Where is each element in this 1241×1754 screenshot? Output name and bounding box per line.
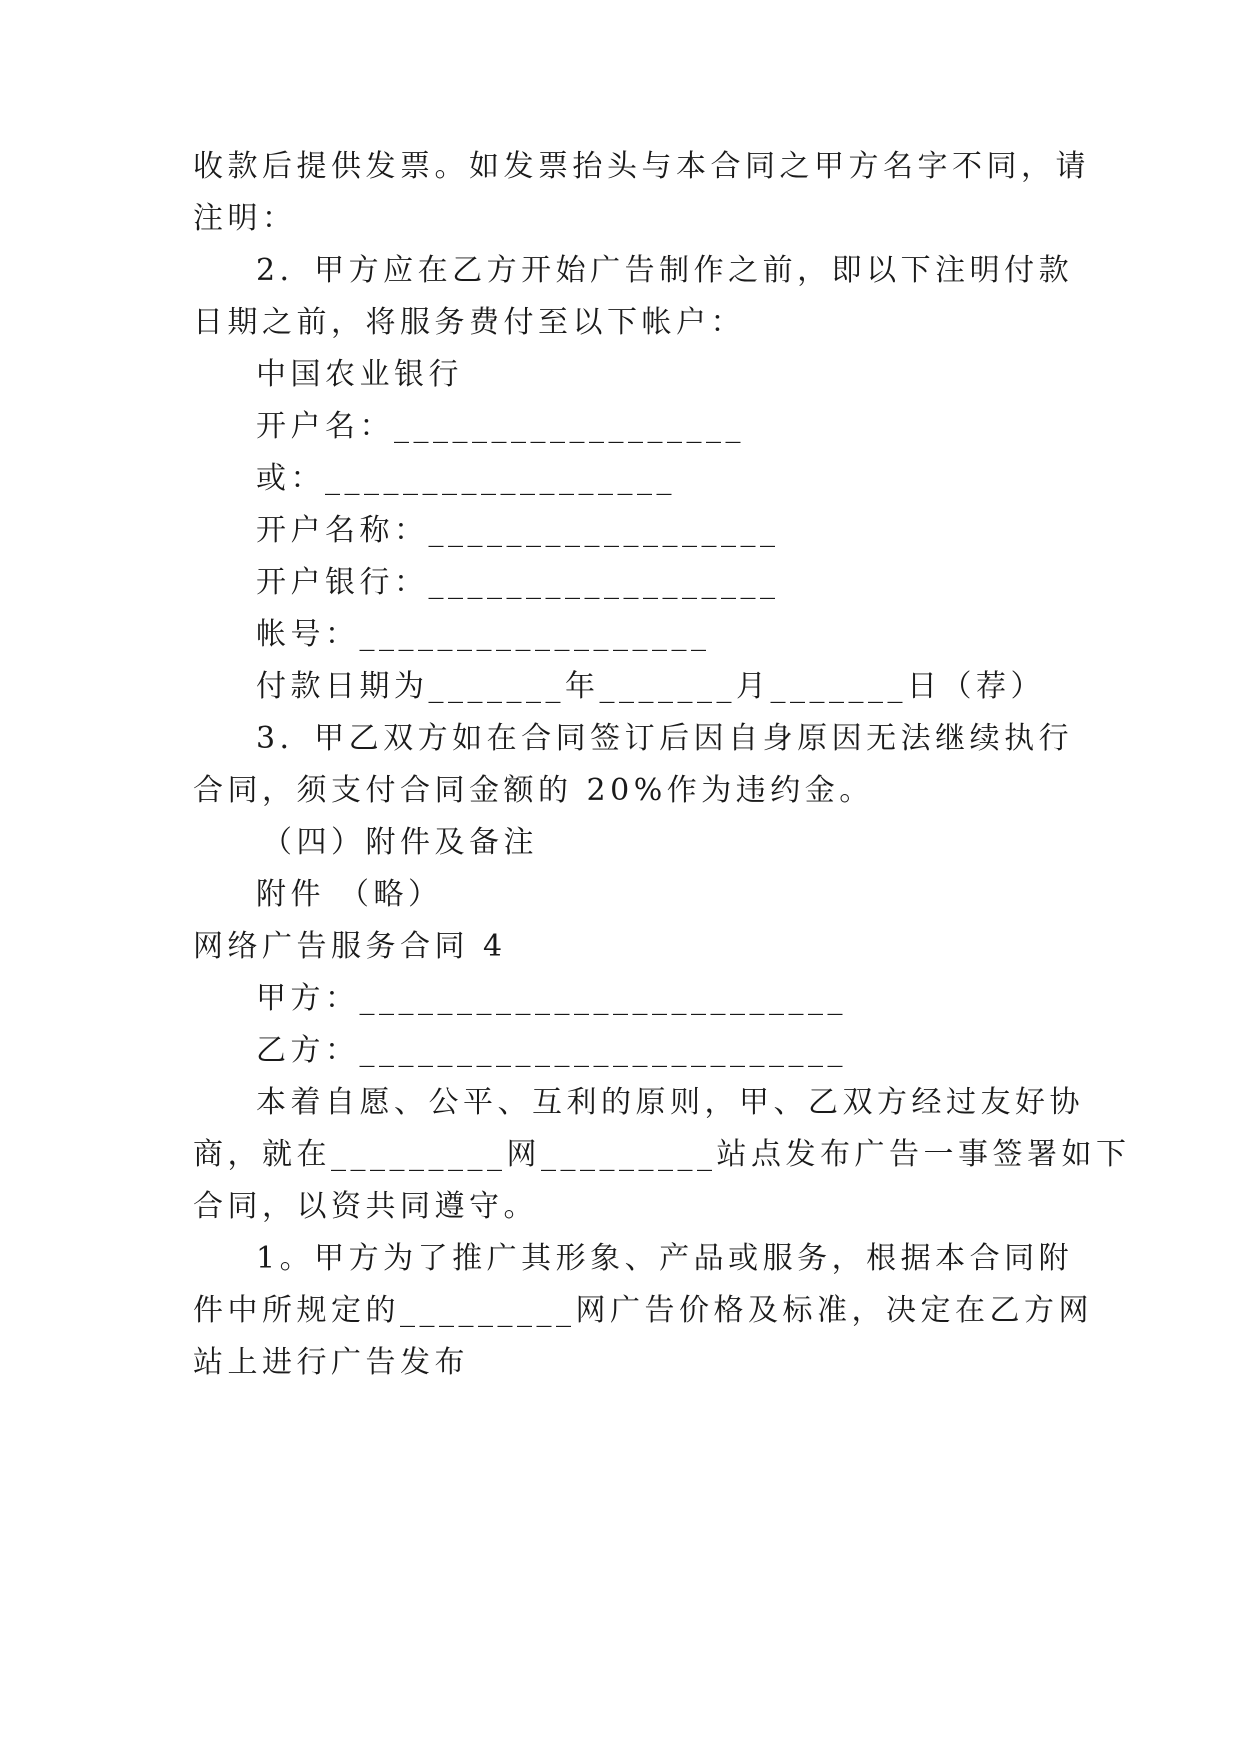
party-b-field: 乙方：_________________________ [256, 1033, 847, 1068]
paragraph-line: 收款后提供发票。如发票抬头与本合同之甲方名字不同，请 [193, 149, 1090, 184]
paragraph-line: 本着自愿、公平、互利的原则，甲、乙双方经过友好协 [256, 1085, 1084, 1120]
alternative-field: 或：__________________ [256, 461, 676, 496]
bank-name: 中国农业银行 [256, 357, 463, 392]
paragraph-line: 合同，以资共同遵守。 [193, 1189, 538, 1224]
party-a-field: 甲方：_________________________ [256, 981, 847, 1016]
section-heading: （四）附件及备注 [262, 825, 538, 860]
paragraph-line: 件中所规定的_________网广告价格及标准，决定在乙方网 [193, 1293, 1093, 1328]
paragraph-line: 商，就在_________网_________站点发布广告一事签署如下 [193, 1137, 1131, 1172]
paragraph-line: 注明： [193, 201, 297, 236]
paragraph-line: 日期之前，将服务费付至以下帐户： [193, 305, 745, 340]
paragraph-line: 3．甲乙双方如在合同签订后因自身原因无法继续执行 [256, 721, 1074, 756]
paragraph-line: 2．甲方应在乙方开始广告制作之前，即以下注明付款 [256, 253, 1074, 288]
account-holder-field: 开户名：__________________ [256, 409, 745, 444]
account-name-field: 开户名称：__________________ [256, 513, 780, 548]
contract-title: 网络广告服务合同 4 [193, 929, 507, 964]
account-number-field: 帐号：__________________ [256, 617, 711, 652]
paragraph-line: 合同，须支付合同金额的 20%作为违约金。 [193, 773, 874, 808]
payment-date-field: 付款日期为_______年_______月_______日（荐） [256, 669, 1045, 704]
attachment-line: 附件 （略） [256, 877, 443, 912]
paragraph-line: 1。甲方为了推广其形象、产品或服务，根据本合同附 [256, 1241, 1074, 1276]
bank-field: 开户银行：__________________ [256, 565, 780, 600]
paragraph-line: 站上进行广告发布 [193, 1345, 469, 1380]
